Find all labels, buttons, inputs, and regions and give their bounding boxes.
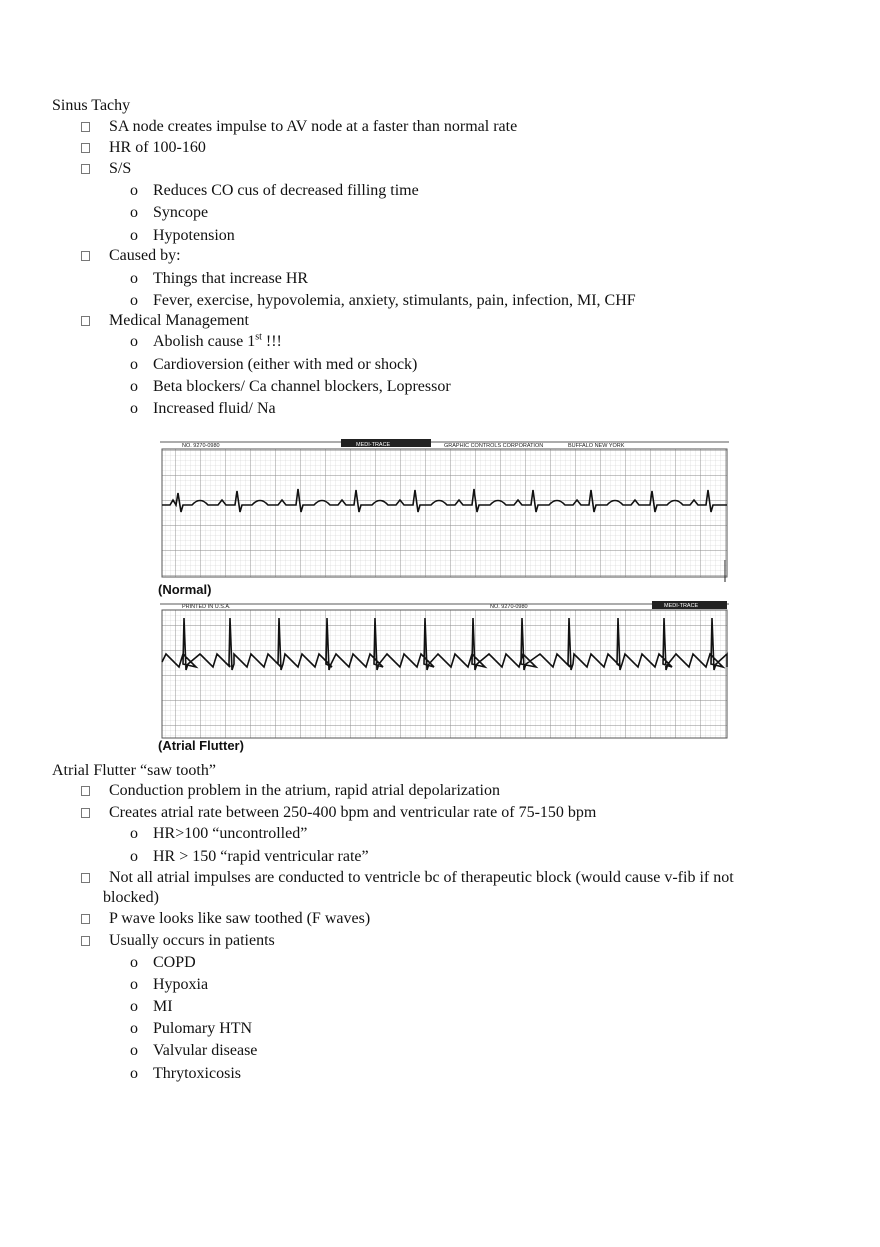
bullet-square-icon [80,785,92,797]
bullet-p-wave: P wave looks like saw toothed (F waves) [109,910,371,927]
section-title-atrial-flutter: Atrial Flutter “saw tooth” [52,762,216,779]
sub-bullet-o-icon: o [130,825,138,842]
occurs-item: MI [153,998,173,1015]
ss-item: Syncope [153,204,209,221]
sub-bullet-o-icon: o [130,356,138,373]
bullet-conduction: Conduction problem in the atrium, rapid atrial depolarization [109,782,500,799]
section-title-sinus-tachy: Sinus Tachy [52,97,131,114]
sub-bullet-o-icon: o [130,333,138,350]
bullet-square-icon [80,913,92,925]
caused-item: Things that increase HR [153,270,309,287]
mgmt-item: Beta blockers/ Ca channel blockers, Lopressor [153,378,451,395]
sub-bullet-o-icon: o [130,182,138,199]
sub-bullet-o-icon: o [130,976,138,993]
bullet-hr: HR of 100-160 [109,139,206,156]
strip-serial-top: NO. 9270-0980 [182,443,220,449]
label-atrial-flutter: (Atrial Flutter) [158,738,244,753]
sub-bullet-o-icon: o [130,400,138,417]
strip-brand-top: MEDI-TRACE [356,442,391,448]
sub-bullet-o-icon: o [130,1020,138,1037]
sub-bullet-o-icon: o [130,378,138,395]
sub-bullet-o-icon: o [130,1065,138,1082]
sub-bullet-o-icon: o [130,204,138,221]
occurs-item: Hypoxia [153,976,209,993]
rate-item: HR>100 “uncontrolled” [153,825,308,842]
bullet-ss: S/S [109,160,132,177]
sub-bullet-o-icon: o [130,954,138,971]
mgmt-item-abolish: Abolish cause 1st !!! [153,331,282,350]
rate-item: HR > 150 “rapid ventricular rate” [153,848,369,865]
sub-bullet-o-icon: o [130,270,138,287]
occurs-item: Pulomary HTN [153,1020,253,1037]
ss-item: Reduces CO cus of decreased filling time [153,182,419,199]
strip-brand-bottom: MEDI-TRACE [664,603,699,609]
occurs-item: COPD [153,954,196,971]
strip-printed: PRINTED IN U.S.A. [182,604,231,610]
label-normal: (Normal) [158,582,212,597]
sub-bullet-o-icon: o [130,292,138,309]
strip-serial-bottom: NO. 9270-0980 [490,604,528,610]
mgmt-item: Cardioversion (either with med or shock) [153,356,418,373]
occurs-item: Valvular disease [153,1042,258,1059]
occurs-item: Thrytoxicosis [153,1065,241,1082]
sub-bullet-o-icon: o [130,1042,138,1059]
sub-bullet-o-icon: o [130,227,138,244]
sub-bullet-o-icon: o [130,848,138,865]
bullet-impulses: Not all atrial impulses are conducted to ventricle bc of therapeutic block (would cause v-fib if not [109,869,734,886]
bullet-sa-node: SA node creates impulse to AV node at a faster than normal rate [109,118,518,135]
ss-item: Hypotension [153,227,235,244]
ecg-strip-atrial-flutter [158,601,729,753]
strip-city: BUFFALO NEW YORK [568,443,625,449]
bullet-medical-management: Medical Management [109,312,249,329]
mgmt-item: Increased fluid/ Na [153,400,276,417]
strip-company: GRAPHIC CONTROLS CORPORATION [444,443,544,449]
bullet-caused-by: Caused by: [109,247,181,264]
bullet-occurs: Usually occurs in patients [109,932,275,949]
ecg-strip-normal [158,439,729,597]
bullet-rates: Creates atrial rate between 250-400 bpm and ventricular rate of 75-150 bpm [109,804,597,821]
sub-bullet-o-icon: o [130,998,138,1015]
bullet-square-icon [80,935,92,947]
bullet-square-icon [80,807,92,819]
bullet-impulses-wrap: blocked) [103,889,159,906]
bullet-square-icon [80,872,92,884]
caused-item: Fever, exercise, hypovolemia, anxiety, stimulants, pain, infection, MI, CHF [153,292,636,309]
